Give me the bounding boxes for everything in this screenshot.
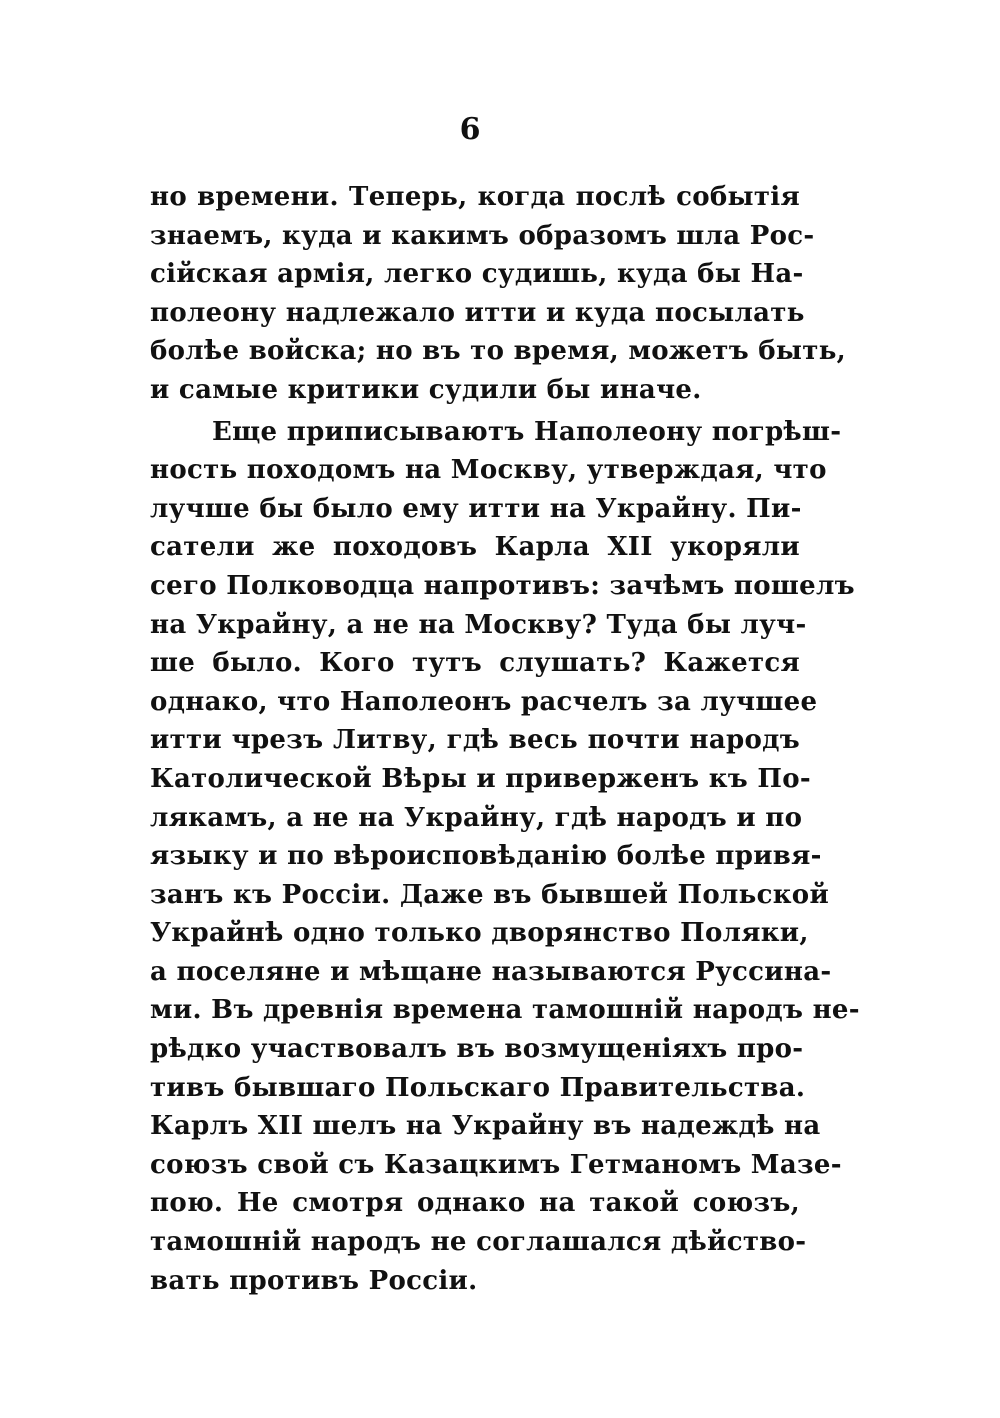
text-line: полеону надлежало итти и куда посылать xyxy=(150,297,805,328)
text-line: занъ къ Россіи. Даже въ бывшей Польской xyxy=(150,879,830,910)
text-line: на Украйну, а не на Москву? Туда бы луч- xyxy=(150,609,807,640)
text-line: лякамъ, а не на Украйну, гдѣ народъ и по xyxy=(150,802,803,833)
text-line: а поселяне и мѣщане называются Руссина- xyxy=(150,956,832,987)
text-line: пою. Не смотря однако на такой союзъ, xyxy=(150,1188,800,1219)
text-line: сатели же походовъ Карла XII укоряли xyxy=(150,532,800,563)
text-line: знаемъ, куда и какимъ образомъ шла Рос- xyxy=(150,220,815,251)
text-line: Украйнѣ одно только дворянство Поляки, xyxy=(150,918,809,949)
text-line: но времени. Теперь, когда послѣ событія xyxy=(150,182,800,212)
text-line: итти чрезъ Литву, гдѣ весь почти народъ xyxy=(150,725,800,756)
text-line: лучше бы было ему итти на Украйну. Пи- xyxy=(150,493,802,524)
text-line: союзъ свой съ Казацкимъ Гетманомъ Мазе- xyxy=(150,1149,842,1180)
text-line: ность походомъ на Москву, утверждая, что xyxy=(150,455,827,486)
text-line: Карлъ XII шелъ на Украйну въ надеждѣ на xyxy=(150,1111,821,1142)
text-line: болѣе войска; но въ то время, можетъ быть, xyxy=(150,336,847,367)
text-line: Еще приписываютъ Наполеону погрѣш- xyxy=(212,416,842,447)
paragraph-2 xyxy=(150,413,860,1301)
body-text xyxy=(150,178,860,1300)
text-line: тамошній народъ не соглашался дѣйство- xyxy=(150,1227,807,1258)
text-line: сего Полководца напротивъ: зачѣмъ пошелъ xyxy=(150,570,855,601)
text-line: Католической Вѣры и приверженъ къ По- xyxy=(150,763,811,794)
page-number: 6 xyxy=(459,112,481,147)
paragraph-1 xyxy=(150,178,847,410)
text-line: ше было. Кого тутъ слушать? Кажется xyxy=(150,648,800,679)
text-line: вать противъ Россіи. xyxy=(150,1265,478,1296)
text-line: языку и по вѣроисповѣданію болѣе привя- xyxy=(150,841,822,872)
text-line: ми. Въ древнія времена тамошній народъ не- xyxy=(150,995,860,1026)
text-line: и самые критики судили бы иначе. xyxy=(150,374,702,405)
text-line: рѣдко участвовалъ въ возмущеніяхъ про- xyxy=(150,1034,804,1065)
text-line: сійская армія, легко судишь, куда бы На- xyxy=(150,259,804,290)
text-line: тивъ бывшаго Польскаго Правительства. xyxy=(150,1072,806,1103)
text-line: однако, что Наполеонъ расчелъ за лучшее xyxy=(150,686,818,717)
